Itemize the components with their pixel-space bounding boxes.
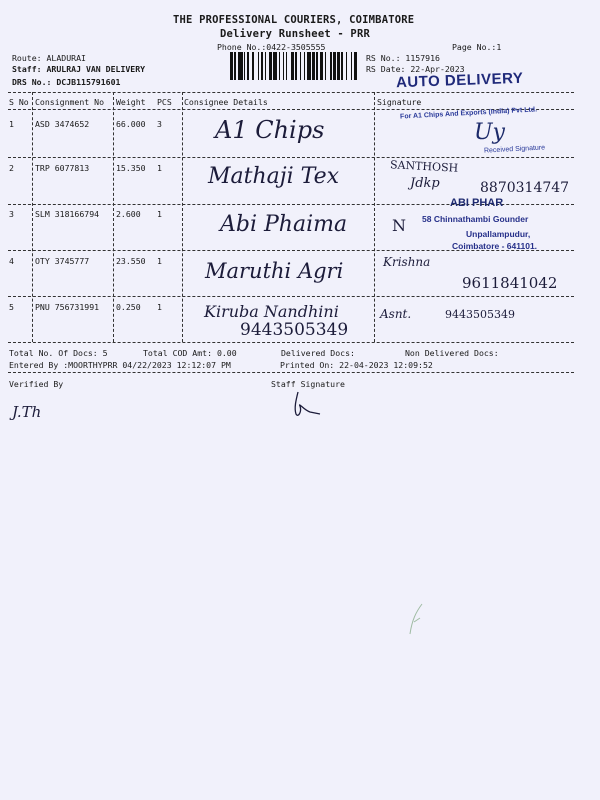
row-3-consignment: SLM 318166794: [35, 209, 100, 219]
column-rule: [182, 92, 183, 342]
total-docs: Total No. Of Docs: 5: [9, 348, 108, 358]
row-1-pcs: 3: [157, 119, 162, 129]
row-5-weight: 0.250: [116, 302, 141, 312]
column-rule: [374, 92, 375, 342]
column-rule: [32, 92, 33, 342]
row-1-received-label: Received Signature: [483, 144, 546, 155]
column-rule: [113, 92, 114, 342]
row-3-stamp-address-1: 58 Chinnathambi Gounder: [422, 214, 529, 224]
route: Route: ALADURAI: [12, 53, 86, 63]
row-4-pcs: 1: [157, 256, 162, 266]
row-2-pcs: 1: [157, 163, 162, 173]
footer-rule: [8, 372, 574, 373]
non-delivered-docs: Non Delivered Docs:: [405, 348, 499, 358]
row-3-stamp-address-2: Unpallampudur,: [466, 229, 531, 239]
row-1-sno: 1: [9, 119, 14, 129]
col-pcs: PCS: [157, 97, 172, 107]
row-2-receiver-phone: 8870314747: [480, 180, 570, 196]
row-2-consignee: Mathaji Tex: [208, 164, 340, 189]
row-4-weight: 23.550: [116, 256, 146, 266]
table-top-rule: [8, 92, 574, 93]
total-cod: Total COD Amt: 0.00: [143, 348, 237, 358]
verified-by-label: Verified By: [9, 379, 64, 389]
row-divider: [8, 296, 574, 297]
row-5-consignee-phone: 9443505349: [240, 320, 349, 340]
row-4-consignee: Maruthi Agri: [205, 259, 344, 283]
row-1-consignee: A1 Chips: [215, 116, 325, 144]
rs-number: RS No.: 1157916: [366, 53, 440, 63]
row-4-receiver-phone: 9611841042: [462, 274, 558, 292]
row-1-weight: 66.000: [116, 119, 146, 129]
row-1-signature-mark: Uy: [474, 120, 505, 145]
row-3-signature-mark: N: [392, 216, 406, 235]
col-weight: Weight: [116, 97, 146, 107]
table-bottom-rule: [8, 342, 574, 343]
col-sno: S No: [9, 97, 29, 107]
printed-on: Printed On: 22-04-2023 12:09:52: [280, 360, 433, 370]
row-4-receiver-name: Krishna: [383, 255, 431, 269]
barcode: [230, 52, 360, 80]
row-2-receiver-name: SANTHOSH: [389, 158, 459, 175]
col-consignee: Consignee Details: [184, 97, 268, 107]
staff-signature-mark: [286, 390, 326, 420]
col-signature: Signature: [377, 97, 422, 107]
row-divider: [8, 157, 574, 158]
faint-pen-mark: [402, 600, 432, 640]
row-3-sno: 3: [9, 209, 14, 219]
verified-signature-mark: J.Th: [12, 403, 42, 421]
document-title: Delivery Runsheet - PRR: [220, 28, 370, 40]
row-3-consignee: Abi Phaima: [220, 212, 348, 237]
row-5-consignment: PNU 756731991: [35, 302, 100, 312]
row-2-consignment: TRP 6077813: [35, 163, 90, 173]
drs-number: DRS No.: DCJB115791601: [12, 77, 121, 87]
row-3-weight: 2.600: [116, 209, 141, 219]
row-2-sno: 2: [9, 163, 14, 173]
company-title: THE PROFESSIONAL COURIERS, COIMBATORE: [173, 14, 415, 26]
row-3-pcs: 1: [157, 209, 162, 219]
row-1-company-stamp: For A1 Chips And Exports (India) Pvt Ltd.: [399, 106, 538, 121]
auto-delivery-stamp: AUTO DELIVERY: [395, 69, 524, 92]
row-5-sno: 5: [9, 302, 14, 312]
delivered-docs: Delivered Docs:: [281, 348, 355, 358]
row-5-consignee: Kiruba Nandhini: [204, 302, 339, 321]
entered-by: Entered By :MOORTHYPRR 04/22/2023 12:12:07 PM: [9, 360, 231, 370]
page-number: Page No.:1: [452, 42, 502, 52]
row-1-consignment: ASD 3474652: [35, 119, 90, 129]
row-4-sno: 4: [9, 256, 14, 266]
rs-date: RS Date: 22-Apr-2023: [366, 64, 465, 74]
staff: Staff: ARULRAJ VAN DELIVERY: [12, 64, 146, 74]
col-consignment: Consignment No: [35, 97, 105, 107]
row-4-consignment: OTY 3745777: [35, 256, 90, 266]
staff-signature-label: Staff Signature: [271, 379, 345, 389]
row-2-signature-mark: Jdkp: [410, 176, 440, 191]
phone-number: Phone No.:0422-3505555: [217, 42, 326, 52]
row-3-stamp-address-3: Coimbatore - 641101.: [452, 241, 538, 251]
row-5-pcs: 1: [157, 302, 162, 312]
row-2-weight: 15.350: [116, 163, 146, 173]
row-5-signature-mark: Asnt.: [380, 307, 412, 321]
row-5-receiver-phone: 9443505349: [445, 308, 515, 321]
row-3-stamp-name: ABI PHAR: [450, 197, 504, 209]
